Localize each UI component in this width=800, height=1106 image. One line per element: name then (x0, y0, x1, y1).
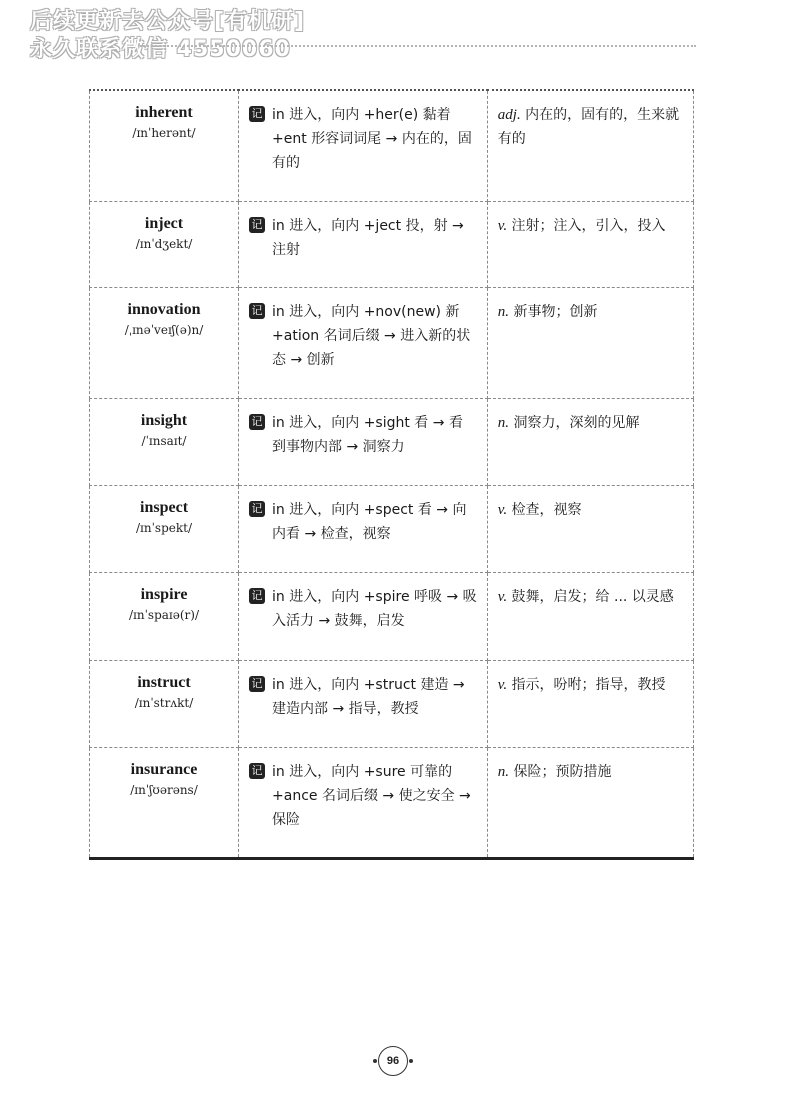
memory-note-icon: 记 (249, 303, 265, 319)
headword: inspire (140, 585, 188, 603)
definition: 鼓舞，启发；给 ... 以灵感 (511, 588, 674, 605)
memory-note-icon: 记 (249, 763, 265, 779)
vocabulary-table (89, 89, 694, 860)
definition-cell (487, 572, 693, 660)
memory-cell (239, 201, 488, 287)
memory-tip: in 进入，向内 +spire 呼吸 → 吸入活力 → 鼓舞，启发 (272, 588, 477, 629)
headword: insurance (130, 760, 198, 778)
memory-cell (239, 572, 488, 660)
definition-cell (487, 287, 693, 398)
phonetic: /ɪnˈspekt/ (136, 520, 193, 535)
memory-tip: in 进入，向内 +spect 看 → 向内看 → 检查，视察 (272, 501, 467, 542)
headword: insight (140, 411, 188, 429)
part-of-speech: v. (497, 588, 508, 605)
headword: innovation (127, 300, 201, 318)
memory-tip: in 进入，向内 +struct 建造 → 建造内部 → 指导，教授 (272, 676, 465, 717)
phonetic: /ɪnˈstrʌkt/ (134, 695, 194, 710)
memory-cell (239, 287, 488, 398)
headword: inject (144, 214, 184, 232)
word-cell (90, 660, 239, 747)
part-of-speech: v. (497, 217, 508, 234)
page-number: 96 (378, 1046, 408, 1076)
part-of-speech: n. (497, 303, 510, 320)
memory-note-icon: 记 (249, 217, 265, 233)
headword: instruct (137, 673, 191, 691)
headword: inherent (135, 104, 193, 121)
memory-tip: in 进入，向内 +sight 看 → 看到事物内部 → 洞察力 (272, 414, 463, 455)
table-row (90, 747, 694, 858)
table-row (90, 398, 694, 485)
header-dotted-rule (140, 45, 696, 47)
memory-tip: in 进入，向内 +her(e) 黏着 +ent 形容词词尾 → 内在的，固有的 (272, 107, 472, 171)
word-cell (90, 747, 239, 858)
table-row (90, 90, 694, 201)
memory-note-icon: 记 (249, 588, 265, 604)
memory-tip: in 进入，向内 +ject 投，射 → 注射 (272, 217, 464, 258)
memory-cell (239, 398, 488, 485)
watermark-line-1: 后续更新去公众号[有机研] (30, 9, 306, 34)
memory-cell (239, 747, 488, 858)
table-row (90, 201, 694, 287)
part-of-speech: n. (497, 763, 510, 780)
phonetic: /ɪnˈherənt/ (132, 126, 196, 140)
word-cell (90, 90, 239, 201)
memory-note-icon: 记 (249, 501, 265, 517)
definition-cell (487, 90, 693, 201)
memory-note-icon: 记 (249, 106, 265, 122)
phonetic: /ˌɪnəˈveɪʃ(ə)n/ (124, 322, 204, 337)
part-of-speech: v. (497, 501, 508, 518)
definition: 内在的，固有的，生来就有的 (497, 107, 680, 147)
definition-cell (487, 201, 693, 287)
phonetic: /ˈɪnsaɪt/ (141, 433, 187, 448)
table-row (90, 287, 694, 398)
memory-note-icon: 记 (249, 414, 265, 430)
definition-cell (487, 747, 693, 858)
word-cell (90, 572, 239, 660)
memory-cell (239, 485, 488, 572)
definition: 注射；注入，引入，投入 (511, 217, 666, 234)
definition: 指示，吩咐；指导，教授 (511, 676, 666, 693)
watermark (30, 8, 360, 64)
headword: inspect (140, 498, 189, 516)
table-row (90, 485, 694, 572)
word-cell (90, 398, 239, 485)
table-row (90, 572, 694, 660)
word-cell (90, 485, 239, 572)
definition: 检查，视察 (511, 501, 582, 518)
memory-cell (239, 90, 488, 201)
word-cell (90, 287, 239, 398)
part-of-speech: n. (497, 414, 510, 431)
word-cell (90, 201, 239, 287)
definition: 保险；预防措施 (513, 763, 612, 780)
part-of-speech: v. (497, 676, 508, 693)
memory-tip: in 进入，向内 +nov(new) 新 +ation 名词后缀 → 进入新的状态 → 创新 (272, 303, 471, 368)
definition: 新事物；创新 (513, 303, 598, 320)
definition-cell (487, 398, 693, 485)
phonetic: /ɪnˈdʒekt/ (135, 236, 193, 251)
watermark-line-2: 永久联系微信 4550060 (30, 37, 291, 62)
definition: 洞察力，深刻的见解 (513, 414, 640, 431)
memory-tip: in 进入，向内 +sure 可靠的 +ance 名词后缀 → 使之安全 → 保险 (272, 763, 471, 828)
memory-cell (239, 660, 488, 747)
table-row (90, 660, 694, 747)
part-of-speech: adj. (497, 107, 521, 123)
memory-note-icon: 记 (249, 676, 265, 692)
definition-cell (487, 660, 693, 747)
definition-cell (487, 485, 693, 572)
phonetic: /ɪnˈʃʊərəns/ (130, 782, 198, 797)
phonetic: /ɪnˈspaɪə(r)/ (129, 607, 199, 622)
